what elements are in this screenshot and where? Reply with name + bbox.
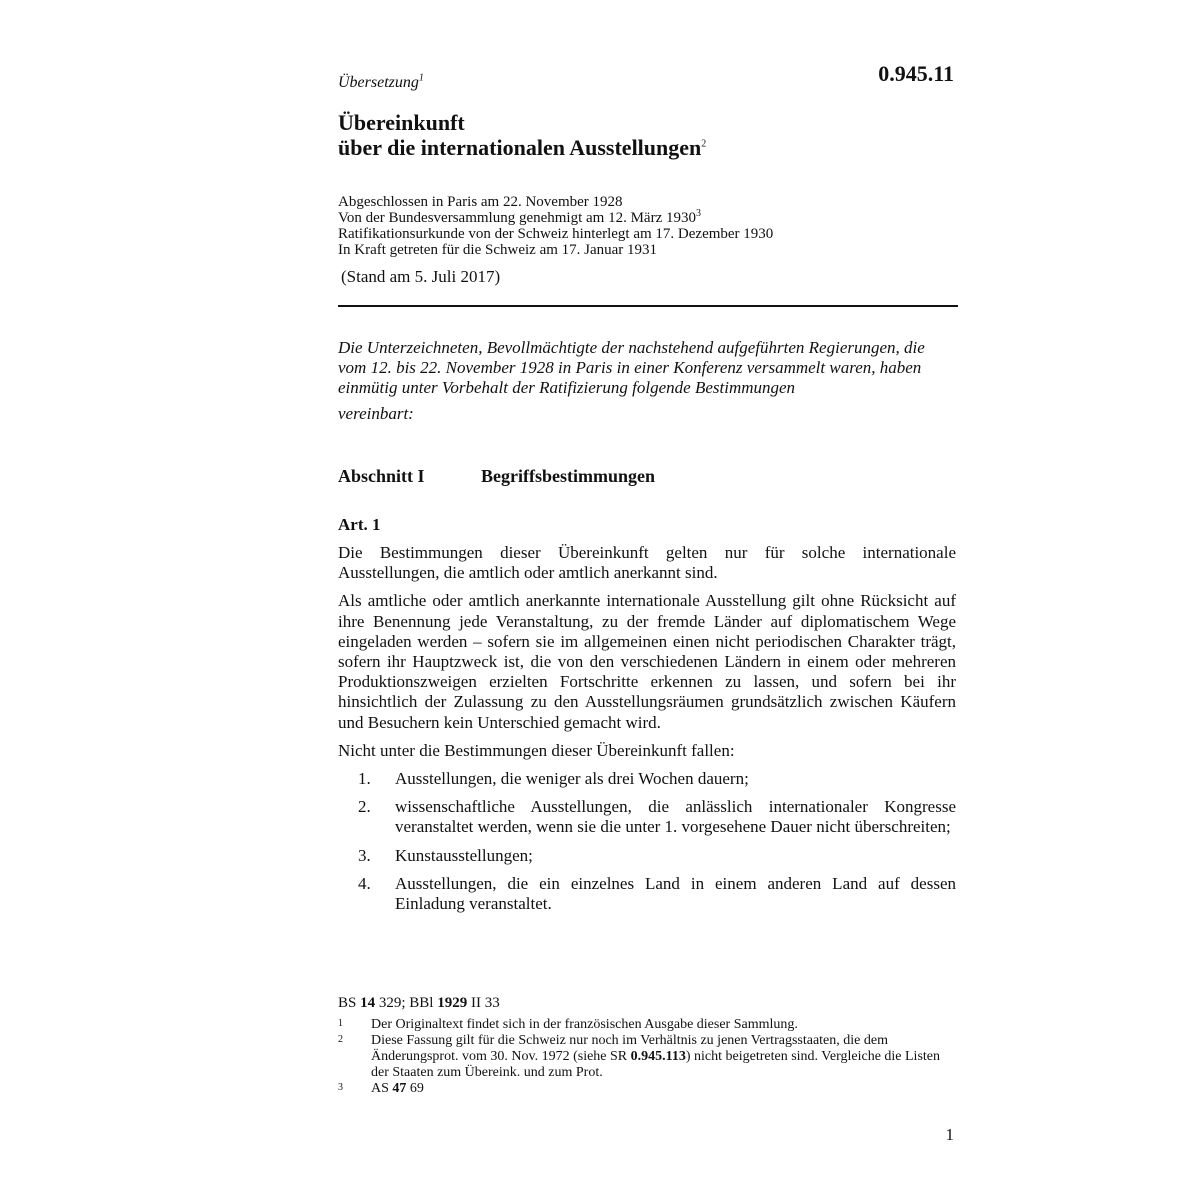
footnote-text (371, 1033, 958, 1081)
article-body (338, 543, 956, 922)
translation-text: Übersetzung (338, 74, 419, 91)
footnote-1 (338, 1017, 958, 1033)
footnote-ref-2[interactable]: 2 (701, 138, 707, 150)
meta-in-force: In Kraft getreten für die Schweiz am 17. Januar 1931 (338, 242, 658, 258)
footnote-text-part: Diese Fassung gilt für die Schweiz nur noch im Verhältnis zu jenen Vertragsstaaten, die dem Änderungsprot. vom 30. Nov. 1972 (siehe SR (371, 1033, 888, 1064)
status-date: (Stand am 5. Juli 2017) (341, 267, 501, 286)
footnote-number: 2 (338, 1034, 343, 1045)
list-item-number: 1. (358, 769, 371, 789)
footnotes (338, 1017, 958, 1097)
footnote-as-volume: 47 (392, 1081, 407, 1096)
footnote-3 (338, 1081, 958, 1097)
footnote-2 (338, 1033, 958, 1081)
list-item (338, 846, 956, 866)
article-heading: Art. 1 (338, 515, 381, 534)
translation-label (338, 74, 424, 92)
article-paragraph-2: Als amtliche oder amtlich anerkannte internationale Ausstellung gilt ohne Rücksicht auf ihre Benennung jede Veranstaltung, zu der fremde Länder auf diplomatischem Wege eingeladen werden – sofern sie im allgemeinen einen nicht periodischen Charakter trägt, sofern ihr Hauptzweck ist, die von den verschiedenen Ländern in einem oder mehreren Produktionszweigen erzielten Fortschritte erkennen zu lassen, und sofern bei ihr hinsichtlich der Zulassung zu den Ausstellungsräumen grundsätzlich zwischen Käufern und Besuchern kein Unterschied gemacht wird. (338, 591, 956, 732)
section-heading (338, 466, 655, 487)
list-item-text: wissenschaftliche Ausstellungen, die anlässlich internationaler Kongresse veranstaltet werden, wenn sie die unter 1. vorgesehene Dauer nicht überschreiten; (395, 797, 956, 837)
source-bs: BS (338, 995, 361, 1011)
meta-approved-text: Von der Bundesversammlung genehmigt am 12. März 1930 (338, 210, 696, 226)
preamble (338, 338, 956, 424)
footnote-text-part: 69 (406, 1081, 424, 1096)
sr-number: 0.945.11 (878, 61, 954, 86)
source-bbl-rest: II 33 (467, 995, 500, 1011)
meta-concluded: Abgeschlossen in Paris am 22. November 1928 (338, 194, 623, 210)
list-item-text: Ausstellungen, die weniger als drei Wochen dauern; (395, 769, 749, 789)
list-item-number: 4. (358, 873, 371, 893)
preamble-text: Die Unterzeichneten, Bevollmächtigte der nachstehend aufgeführten Regierungen, die vom 12. bis 22. November 1928 in Paris in einer Konferenz versammelt waren, haben einmütig unter Vorbehalt der Ratifizierung folgende Bestimmungen (338, 338, 925, 397)
header-divider (338, 305, 958, 307)
page-number: 1 (945, 1125, 954, 1144)
title-line-2-text: über die internationalen Ausstellungen (338, 135, 702, 160)
list-item (338, 874, 956, 914)
footnote-ref-3[interactable]: 3 (696, 208, 701, 219)
source-bs-volume: 14 (360, 995, 376, 1011)
meta-ratification: Ratifikationsurkunde von der Schweiz hinterlegt am 17. Dezember 1930 (338, 226, 774, 242)
list-item-text: Kunstausstellungen; (395, 845, 533, 865)
list-item (338, 769, 956, 789)
article-paragraph-1: Die Bestimmungen dieser Übereinkunft gelten nur für solche internationale Ausstellungen, die amtlich oder amtlich anerkannt sind. (338, 543, 956, 583)
list-item-number: 3. (358, 845, 371, 865)
title-line-2 (338, 135, 706, 160)
footnote-ref-1[interactable]: 1 (418, 72, 424, 84)
section-number: Abschnitt I (338, 466, 425, 486)
footnote-sr-link[interactable]: 0.945.113 (630, 1049, 686, 1064)
footnote-text: Der Originaltext findet sich in der französischen Ausgabe dieser Sammlung. (371, 1017, 798, 1032)
footnote-text-part: ) nicht beigetreten sind. Vergleiche die Listen der Staaten zum Übereink. und zum Prot. (371, 1049, 941, 1080)
article-paragraph-3: Nicht unter die Bestimmungen dieser Übereinkunft fallen: (338, 740, 735, 760)
source-reference (338, 995, 500, 1012)
meta-approved (338, 210, 773, 226)
section-title: Begriffsbestimmungen (481, 466, 655, 486)
list-item (338, 797, 956, 837)
title-line-1: Übereinkunft (338, 110, 465, 135)
footnote-number: 1 (338, 1018, 343, 1029)
exclusion-list (338, 769, 956, 914)
preamble-last-line: vereinbart: (338, 404, 414, 423)
footnote-number: 3 (338, 1082, 343, 1093)
source-bs-page: 329; BBl (375, 995, 438, 1011)
footnote-text (371, 1081, 958, 1097)
list-item-number: 2. (358, 797, 371, 817)
document-metadata (338, 194, 773, 258)
source-bbl-year: 1929 (437, 995, 468, 1011)
list-item-text: Ausstellungen, die ein einzelnes Land in einem anderen Land auf dessen Einladung veranstaltet. (395, 873, 956, 914)
document-title (338, 110, 706, 160)
footnote-text-part: AS (371, 1081, 393, 1096)
